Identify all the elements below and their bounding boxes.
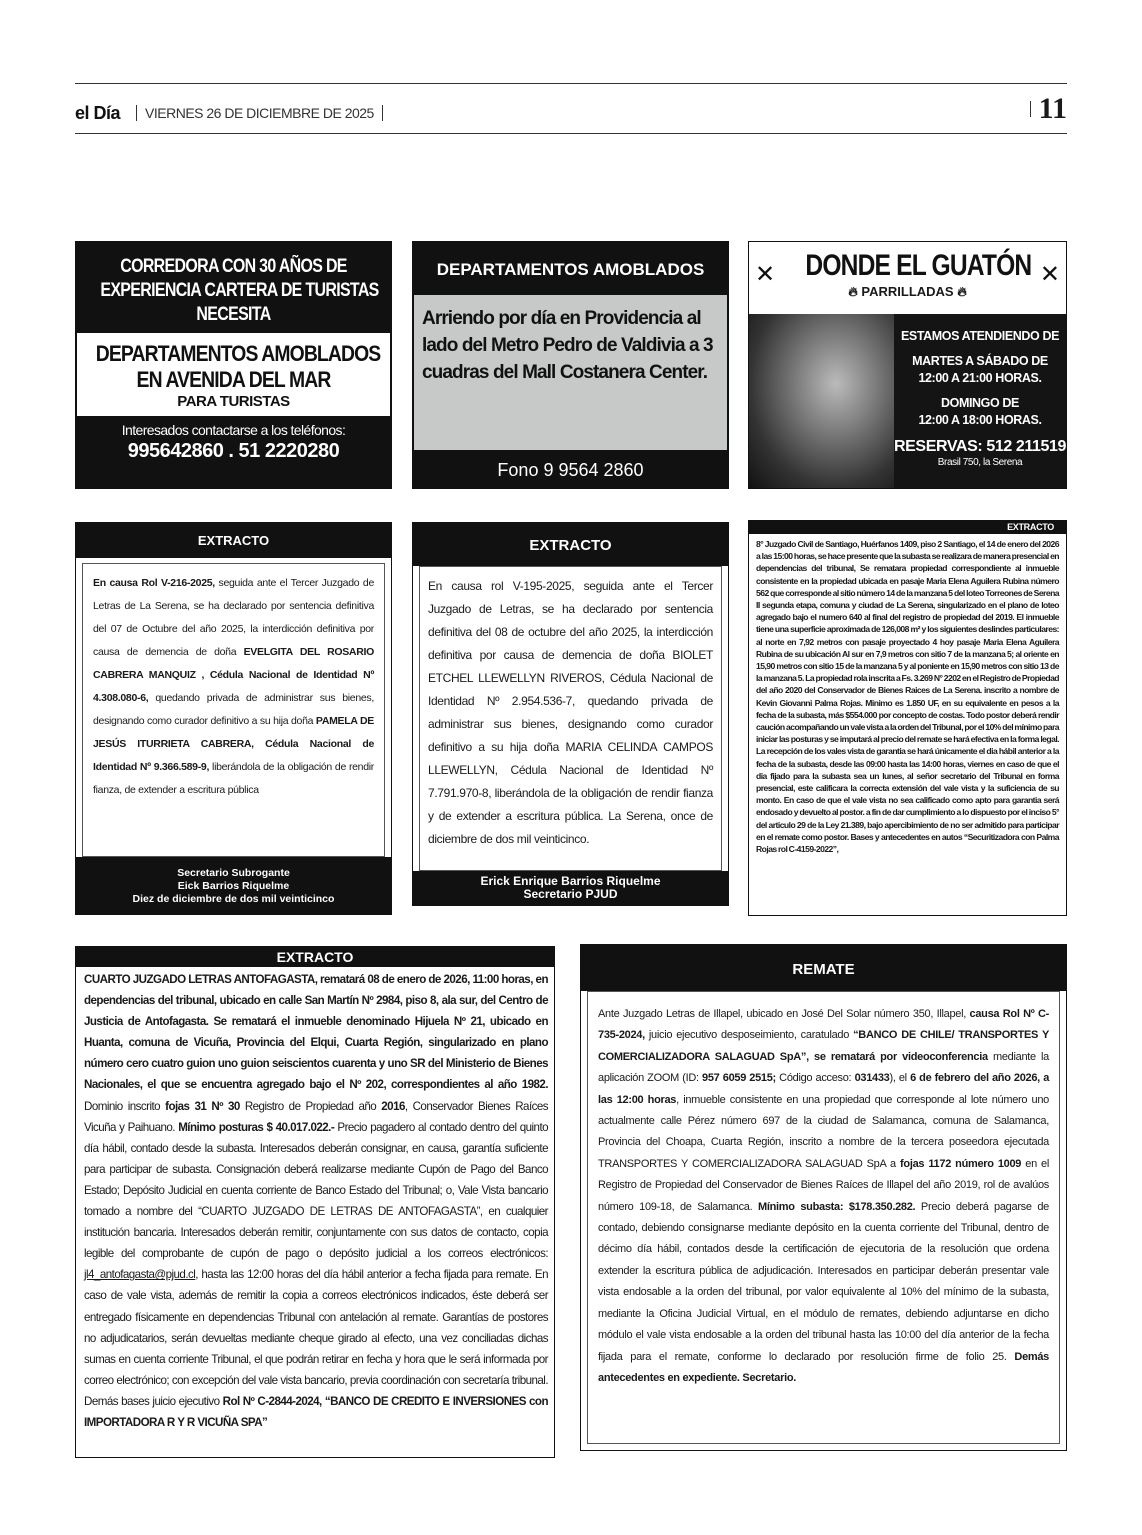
bold-text-run: 031433 bbox=[854, 1072, 890, 1085]
issue-date: VIERNES 26 DE DICIEMBRE DE 2025 bbox=[145, 105, 374, 121]
hours-line: 12:00 A 18:00 HORAS. bbox=[918, 413, 1042, 427]
bold-text-run: Mínimo subasta: $178.350.282. bbox=[758, 1200, 916, 1213]
notice-title: EXTRACTO bbox=[76, 947, 554, 967]
hours-line: MARTES A SÁBADO DE bbox=[912, 354, 1048, 368]
text-run: Ante Juzgado Letras de Illapel, ubicado en José Del Solar número 350, Illapel, bbox=[598, 1008, 970, 1020]
ad-phone: Fono 9 9564 2860 bbox=[497, 460, 644, 480]
bold-text-run: En causa Rol V-216-2025, bbox=[93, 577, 215, 589]
signature-line: Secretario Subrogante bbox=[177, 867, 290, 879]
main-line: DEPARTAMENTOS AMOBLADOS bbox=[95, 341, 381, 366]
signature-line: Secretario PJUD bbox=[523, 887, 618, 901]
divider bbox=[382, 105, 383, 121]
hours-line: 12:00 A 21:00 HORAS. bbox=[918, 371, 1042, 385]
text-run: En causa rol V-195-2025, seguida ante el Tercer Juzgado de Letras, se ha declarado por sentencia definitiva del 08 de octubre del año 2025, la interdicción definitiva por causa de demencia de doña BIOLET ETCHEL LLEWELLYN RIVEROS, Cédula Nacional de Identidad Nº 2.954.536-7, quedando privada de administrar sus bienes, designando como curador definitivo a su hija doña MARIA CELINDA CAMPOS LLEWELLYN, Cédula Nacional de Identidad Nº 7.791.970-8, liberándola de la obligación de rendir fianza y de extender a escritura pública. La Serena, once de diciembre de dos mil veinticinco. bbox=[428, 579, 713, 846]
restaurant-name-wrap bbox=[783, 248, 1032, 284]
ad-departamentos bbox=[412, 241, 729, 489]
newspaper-logo: el Día bbox=[75, 102, 121, 123]
crossed-utensils-icon: ✕ bbox=[1039, 261, 1060, 288]
text-run: Dominio inscrito bbox=[84, 1099, 166, 1113]
bold-text-run: PAMELA DE JESÚS ITURRIETA CABRERA, Cédula Nacional de Identidad Nº 9.366.589-9, bbox=[93, 715, 374, 773]
headline-line: EXPERIENCIA CARTERA DE TURISTAS bbox=[100, 280, 379, 301]
text-run: seguida ante el Tercer Juzgado de Letras de La Serena, se ha declarado por sentencia definitiva del 07 de Octubre del año 2025, la interdicción definitiva por causa de demencia de doña bbox=[93, 577, 374, 658]
restaurant-subtitle bbox=[783, 284, 1032, 300]
text-run: quedando privada de administrar sus bienes, designando como curador definitivo a su hija doña bbox=[93, 692, 374, 727]
text-run: , inmueble consistente en una propiedad que corresponde al lote número uno actualmente calle Pérez número 697 de la ciudad de Salamanca, comuna de Salamanca, Provincia del Choapa, Cuarta Región, inscrito a nombre de la tercera poseedora ejecutada TRANSPORTES Y COMERCIALIZADORA SALAGUAD SpA a bbox=[598, 1093, 1050, 1170]
hours-weekday bbox=[894, 353, 1066, 387]
page-number bbox=[1022, 92, 1067, 126]
hours-line: DOMINGO DE bbox=[941, 396, 1019, 410]
notice-body bbox=[587, 991, 1060, 1444]
contact-label: Interesados contactarse a los teléfonos: bbox=[121, 422, 346, 438]
main-text bbox=[77, 341, 390, 393]
reservations: RESERVAS: 512 211519 bbox=[894, 438, 1066, 455]
grill-photo bbox=[749, 314, 894, 488]
page-number-text: 11 bbox=[1038, 92, 1067, 125]
notice-title: EXTRACTO bbox=[749, 521, 1066, 534]
address: Brasil 750, la Serena bbox=[937, 457, 1023, 468]
email-link[interactable]: jl4_antofagasta@pjud.cl bbox=[84, 1268, 196, 1282]
bold-text-run: Rol Nº C-2844-2024, “BANCO DE CREDITO E INVERSIONES con IMPORTADORA R Y R VICUÑA SPA” bbox=[84, 1394, 548, 1429]
flame-icon: 🔥︎ bbox=[848, 284, 862, 299]
text-run: mediante la aplicación ZOOM (ID: bbox=[598, 1050, 1049, 1085]
notice-signature bbox=[413, 871, 728, 905]
ad-hours bbox=[894, 314, 1066, 488]
signature-line: Eick Barrios Riquelme bbox=[177, 880, 290, 892]
bold-text-run: fojas 31 Nº 30 bbox=[165, 1099, 240, 1113]
ad-text: Arriendo por día en Providencia al lado del Metro Pedro de Valdivia a 3 cuadras del Mall Costanera Center. bbox=[414, 295, 727, 450]
notice-title: EXTRACTO bbox=[76, 523, 391, 558]
main-line: EN AVENIDA DEL MAR bbox=[136, 367, 331, 392]
ad-donde-el-guaton bbox=[748, 241, 1067, 489]
masthead bbox=[75, 100, 391, 126]
ad-banner bbox=[749, 242, 1066, 314]
header-rule-bottom bbox=[75, 133, 1067, 134]
notice-body bbox=[82, 563, 385, 857]
flame-icon: 🔥︎ bbox=[953, 284, 967, 299]
text-run: en el Registro de Propiedad del Conservador de Bienes Raíces de Illapel del año 2019, rol de avalúos número 109-18, de Salamanca. bbox=[598, 1157, 1050, 1213]
header-rule-top bbox=[75, 83, 1067, 84]
divider bbox=[1030, 101, 1031, 117]
text-run: Precio pagadero al contado dentro del quinto día hábil, contado desde la subasta. Interesados deberán consignar, en causa, garantía suficiente para participar de subasta. Consignación deberá realizarse mediante Cupón de Pago del Banco Estado; Depósito Judicial en cuenta corriente de Banco Estado del Tribunal; o, Vale Vista bancario tomado a nombre del “CUARTO JUZGADO DE LETRAS DE ANTOFAGASTA”, en cualquier institución bancaria. Interesados deberán remitir, conjuntamente con sus datos de contacto, copia legible del comprobante de cupón de pago o depósito judicial a los correos electrónicos: bbox=[84, 1120, 549, 1261]
notice-body bbox=[419, 566, 722, 871]
headline-line: NECESITA bbox=[196, 304, 271, 325]
text-run: Registro de Propiedad año bbox=[239, 1099, 382, 1113]
text-run: 8° Juzgado Civil de Santiago, Huérfanos 1409, piso 2 Santiago, el 14 de enero del 2026 a las 15:00 horas, se hace presente que la subasta se realizara de manera presencial en dependencias del tribunal, Se rematara propiedad correspondiente al inmueble consistente en la propiedad ubicada en pasaje Maria Elena Aguilera Rubina número 562 que corresponde al sitio número 14 de la manzana 5 del loteo Torreones de Serena II segunda etapa, comuna y ciudad de La Serena, singularizado en el plano de loteo agregado bajo el numero 640 al final del registro de propiedad del 2019. El inmueble tiene una superficie aproximada de 126,008 m² y los siguientes deslindes particulares: al norte en 7,92 metros con pasaje proyectado 4 hoy pasaje Maria Elena Aguilera Rubina de su ubicación Al sur en 7,9 metros con sitio 7 de la manzana 5; al oriente en 15,90 metros con sitio 15 de la manzana 5 y al poniente en 15,90 metros con sitio 13 de la manzana 5. La propiedad rola inscrita a Fs. 3.269 N° 2202 en el Registro de Propiedad del año 2020 del Conservador de Bienes Raices de La Serena. inscrito a nombre de Kevin Giovanni Palma Rojas. Minimo es 1.850 UF, en su equivalente en pesos a la fecha de la subasta, más $554.000 por concepto de costas. Todo postor deberá rendir caución acompañando un vale vista a la orden del Tribunal, por el 10% del mínimo para iniciar las posturas y se imputará al precio del remate se hará efectiva en la forma legal. La recepción de los vales vista de garantia se hará únicamente el dia hábil anterior a la fecha de la subasta, desde las 09:00 hasta las 14:00 horas, viernes en caso de que el dia fijado para la subasta sea un lunes, al señor secretario del Tribunal en forma presencial, este calificara la correcta extensión del vale vista y la suficiencia de su monto. En caso de que el vale vista no sea calificado como apto para garantia será endosado y devuelto al postor. a fin de dar cumplimiento a lo dispuesto por el inciso 5° del articulo 29 de la Ley 21.389, bajo apercibimiento de no ser admitido para participar en el remate como postor. Bases y antecedentes en autos “Securitizadora con Palma Rojas rol C-4159-2022”, bbox=[756, 539, 1059, 855]
ad-corredora bbox=[75, 241, 392, 489]
signature-line: Diez de diciembre de dos mil veinticinco bbox=[132, 893, 335, 905]
ad-corredora-main bbox=[77, 333, 390, 416]
ad-corredora-headline bbox=[75, 241, 392, 333]
hours-sunday bbox=[894, 395, 1066, 429]
sub-text: PARA TURISTAS bbox=[177, 393, 290, 410]
headline-line: CORREDORA CON 30 AÑOS DE bbox=[120, 256, 347, 277]
restaurant-name: DONDE EL GUATÓN bbox=[805, 249, 1032, 282]
bold-text-run: 6 de febrero del año 2026, a las 12:00 horas bbox=[598, 1072, 1050, 1106]
bold-text-run: “BANCO DE CHILE/ TRANSPORTES Y COMERCIALIZADORA SALAGUAD SpA”, se rematará por videoconferencia bbox=[598, 1029, 1049, 1063]
hours-intro: ESTAMOS ATENDIENDO DE bbox=[900, 329, 1060, 343]
crossed-utensils-icon: ✕ bbox=[755, 261, 776, 288]
notice-remate bbox=[580, 944, 1067, 1451]
ad-corredora-contact bbox=[75, 416, 392, 489]
text-run: Precio deberá pagarse de contado, debiendo consignarse mediante depósito en la cuenta corriente del Tribunal, dentro de décimo día hábil, contados desde la certificación de ejecutoria de la resolución que ordena extender la escritura pública de adjudicación. Interesados en participar deberán presentar vale vista endosable a la orden del tribunal, por valor equivalente al 10% del mínimo de la subasta, mediante la Oficina Judicial Virtual, en el módulo de remates, debiendo adjuntarse en dicho módulo el vale vista endosable a la orden del tribunal hasta las 10:00 del día anterior de la fecha fijada para el remate, conforme lo declarado por resolución firme de folio 25. bbox=[598, 1200, 1049, 1363]
notice-body bbox=[76, 967, 554, 1457]
phone-numbers: 995642860 . 51 2220280 bbox=[127, 440, 340, 462]
bold-text-run: 2016 bbox=[381, 1099, 405, 1113]
notice-title: EXTRACTO bbox=[413, 523, 728, 566]
bold-text-run: CUARTO JUZGADO LETRAS ANTOFAGASTA, rematará 08 de enero de 2026, 11:00 horas, en dependencias del tribunal, ubicado en calle San Martín Nº 2984, piso 8, ala sur, del Centro de Justicia de Antofagasta. Se rematará el inmueble denominado Hijuela Nº 21, ubicado en Huanta, comuna de Vicuña, Provincia del Elqui, Cuarta Región, singularizado en plano número cero cuatro guion uno guion seiscientos cuarenta y uno SR del Ministerio de Bienes Nacionales, el que se encuentra agregado bajo el Nº 202, correspondientes al año 1982. bbox=[84, 973, 548, 1092]
text-run: , Conservador Bienes Raíces Vicuña y Paihuano. bbox=[84, 1099, 549, 1134]
bold-text-run: causa Rol Nº C-735-2024, bbox=[598, 1008, 1049, 1042]
text-run: juicio ejecutivo desposeimiento, caratulado bbox=[644, 1029, 854, 1042]
notice-extracto-3 bbox=[748, 520, 1067, 916]
signature-line: Erick Enrique Barrios Riquelme bbox=[480, 874, 661, 888]
ad-title: DEPARTAMENTOS AMOBLADOS bbox=[436, 260, 705, 279]
text-run: , hasta las 12:00 horas del día hábil anterior a fecha fijada para remate. En caso de vale vista, además de remitir la copia a correos electrónicos indicados, éste deberá ser entregado físicamente en dependencias Tribunal con antelación al remate. Garantías de postores no adjudicatarios, serán devueltas mediante cheque girado al efecto, una vez conciliadas dichas sumas en cuenta corriente Tribunal, el que podrán retirar en fecha y hora que le será informada por correo electrónico; con excepción del vale vista bancario, previa coordinación con secretaría tribunal. Demás bases juicio ejecutivo bbox=[84, 1268, 548, 1408]
notice-signature bbox=[76, 857, 391, 914]
subtitle-text: PARRILLADAS bbox=[861, 284, 954, 299]
divider bbox=[136, 105, 137, 121]
bold-text-run: Mínimo posturas $ 40.017.022.- bbox=[178, 1120, 335, 1134]
notice-extracto-2 bbox=[412, 522, 729, 906]
notice-body bbox=[752, 536, 1063, 913]
text-run: liberándola de la obligación de rendir fianza, de extender a escritura pública bbox=[93, 761, 374, 796]
bold-text-run: 957 6059 2515; bbox=[702, 1072, 776, 1085]
text-run: ), el bbox=[889, 1072, 911, 1085]
bold-text-run: fojas 1172 número 1009 bbox=[900, 1157, 1022, 1170]
bold-text-run: EVELGITA DEL ROSARIO CABRERA MANQUIZ , Cédula Nacional de Identidad Nº 4.308.080-6, bbox=[93, 646, 374, 704]
bold-text-run: Demás antecedentes en expediente. Secretario. bbox=[598, 1350, 1049, 1384]
notice-extracto-4 bbox=[75, 946, 555, 1458]
notice-title: REMATE bbox=[581, 945, 1066, 991]
text-run: Código acceso: bbox=[775, 1072, 855, 1085]
notice-extracto-1 bbox=[75, 522, 392, 915]
